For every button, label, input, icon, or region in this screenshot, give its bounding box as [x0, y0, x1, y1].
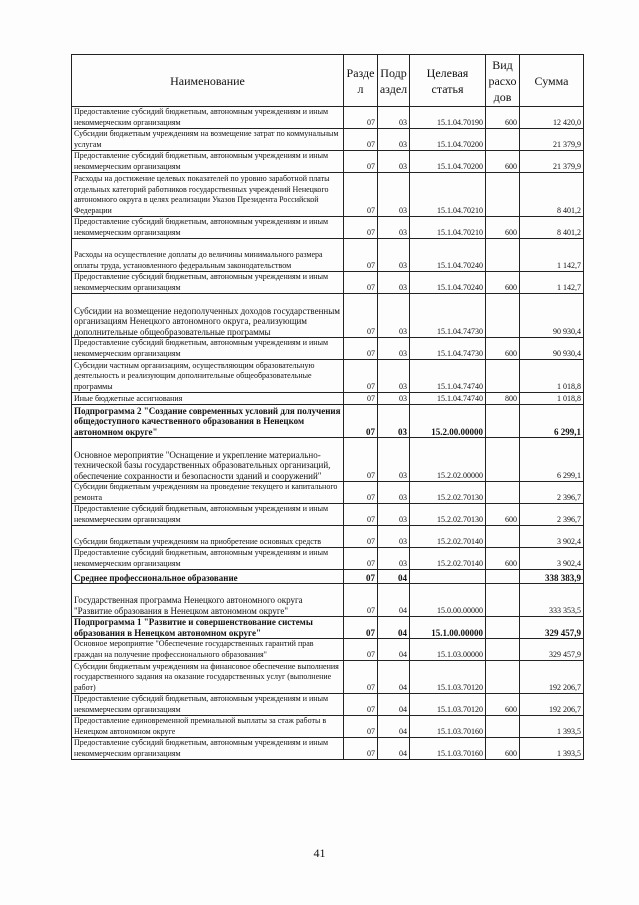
- row-sum: 329 457,9: [520, 639, 584, 661]
- table-row: [72, 338, 584, 360]
- header-section: Разде л: [344, 55, 378, 107]
- row-kind: [486, 239, 520, 272]
- row-name: Субсидии на возмещение недополученных доходов государственным организациям Ненецкого автономного округа, реализующим дополнительные общеобразовательные программы: [72, 294, 344, 338]
- row-section: 07: [344, 217, 378, 239]
- row-name: Предоставление субсидий бюджетным, автономным учреждениям и иным некоммерческим организациям: [72, 548, 344, 570]
- row-sum: 1 018,8: [520, 393, 584, 405]
- row-section: 07: [344, 294, 378, 338]
- row-name: Субсидии бюджетным учреждениям на проведение текущего и капитального ремонта: [72, 482, 344, 504]
- row-section: 07: [344, 526, 378, 548]
- row-target: 15.1.03.00000: [410, 639, 486, 661]
- row-kind: [486, 438, 520, 482]
- row-sum: 3 902,4: [520, 548, 584, 570]
- row-name: Предоставление субсидий бюджетным, автономным учреждениям и иным некоммерческим организациям: [72, 694, 344, 716]
- row-kind: 600: [486, 272, 520, 294]
- table-row: [72, 526, 584, 548]
- row-section: 07: [344, 570, 378, 584]
- row-subsection: 03: [378, 526, 410, 548]
- row-target: 15.1.04.70210: [410, 217, 486, 239]
- row-section: 07: [344, 173, 378, 217]
- table-row: [72, 405, 584, 438]
- row-target: 15.2.02.70130: [410, 482, 486, 504]
- row-target: 15.2.02.00000: [410, 438, 486, 482]
- row-kind: [486, 570, 520, 584]
- table-row: [72, 294, 584, 338]
- row-sum: 3 902,4: [520, 526, 584, 548]
- row-sum: 192 206,7: [520, 694, 584, 716]
- row-section: 07: [344, 107, 378, 129]
- row-subsection: 04: [378, 716, 410, 738]
- row-section: 07: [344, 716, 378, 738]
- row-target: 15.1.03.70120: [410, 694, 486, 716]
- row-name: Предоставление субсидий бюджетным, автономным учреждениям и иным некоммерческим организациям: [72, 738, 344, 760]
- row-target: 15.1.04.70200: [410, 151, 486, 173]
- row-subsection: 03: [378, 504, 410, 526]
- row-kind: 600: [486, 338, 520, 360]
- table-row: [72, 639, 584, 661]
- row-target: 15.1.04.70200: [410, 129, 486, 151]
- table-row: [72, 570, 584, 584]
- row-subsection: 04: [378, 617, 410, 639]
- row-kind: 600: [486, 151, 520, 173]
- row-name: Расходы на осуществление доплаты до величины минимального размера оплаты труда, установленного федеральным законодательством: [72, 239, 344, 272]
- row-subsection: 03: [378, 129, 410, 151]
- table-header-row: [72, 55, 584, 107]
- table-row: [72, 694, 584, 716]
- row-sum: 90 930,4: [520, 294, 584, 338]
- header-kind: Вид расхо дов: [486, 55, 520, 107]
- row-section: 07: [344, 694, 378, 716]
- row-kind: [486, 526, 520, 548]
- row-section: 07: [344, 639, 378, 661]
- row-name: Предоставление единовременной премиальной выплаты за стаж работы в Ненецком автономном округе: [72, 716, 344, 738]
- row-target: 15.1.04.70240: [410, 272, 486, 294]
- row-subsection: 03: [378, 338, 410, 360]
- row-sum: 21 379,9: [520, 129, 584, 151]
- row-subsection: 04: [378, 738, 410, 760]
- row-sum: 333 353,5: [520, 584, 584, 617]
- row-sum: 8 401,2: [520, 173, 584, 217]
- row-sum: 6 299,1: [520, 405, 584, 438]
- table-row: [72, 393, 584, 405]
- row-section: 07: [344, 617, 378, 639]
- row-kind: [486, 639, 520, 661]
- row-target: 15.1.04.70210: [410, 173, 486, 217]
- row-target: 15.2.02.70140: [410, 526, 486, 548]
- header-subsection: Подр аздел: [378, 55, 410, 107]
- table-row: [72, 661, 584, 694]
- table-row: [72, 129, 584, 151]
- table-row: [72, 272, 584, 294]
- row-sum: 1 393,5: [520, 716, 584, 738]
- row-target: 15.1.04.74740: [410, 360, 486, 393]
- row-sum: 1 142,7: [520, 239, 584, 272]
- row-section: 07: [344, 405, 378, 438]
- row-name: Иные бюджетные ассигнования: [72, 393, 344, 405]
- page-number: 41: [313, 846, 326, 860]
- row-section: 07: [344, 661, 378, 694]
- row-subsection: 03: [378, 294, 410, 338]
- row-name: Подпрограмма 2 "Создание современных условий для получения общедоступного качественного образования в Ненецком автономном округе": [72, 405, 344, 438]
- row-kind: [486, 294, 520, 338]
- row-kind: [486, 129, 520, 151]
- row-section: 07: [344, 393, 378, 405]
- row-subsection: 03: [378, 405, 410, 438]
- row-sum: 8 401,2: [520, 217, 584, 239]
- row-section: 07: [344, 504, 378, 526]
- row-kind: 600: [486, 548, 520, 570]
- row-target: 15.0.00.00000: [410, 584, 486, 617]
- table-row: [72, 738, 584, 760]
- row-sum: 1 018,8: [520, 360, 584, 393]
- row-name: Государственная программа Ненецкого автономного округа "Развитие образования в Ненецком автономном округе": [72, 584, 344, 617]
- table-row: [72, 617, 584, 639]
- row-sum: 2 396,7: [520, 504, 584, 526]
- row-target: 15.2.02.70130: [410, 504, 486, 526]
- table-row: [72, 482, 584, 504]
- table-row: [72, 217, 584, 239]
- row-name: Предоставление субсидий бюджетным, автономным учреждениям и иным некоммерческим организациям: [72, 151, 344, 173]
- row-section: 07: [344, 151, 378, 173]
- table-body: [72, 107, 584, 760]
- row-section: 07: [344, 239, 378, 272]
- row-name: Предоставление субсидий бюджетным, автономным учреждениям и иным некоммерческим организациям: [72, 338, 344, 360]
- row-name: Субсидии бюджетным учреждениям на финансовое обеспечение выполнения государственного задания на оказание государственных услуг (выполнение работ): [72, 661, 344, 694]
- header-target: Целевая статья: [410, 55, 486, 107]
- header-sum: Сумма: [520, 55, 584, 107]
- row-subsection: 03: [378, 360, 410, 393]
- row-section: 07: [344, 438, 378, 482]
- row-target: 15.2.00.00000: [410, 405, 486, 438]
- row-section: 07: [344, 272, 378, 294]
- row-subsection: 03: [378, 393, 410, 405]
- row-kind: [486, 661, 520, 694]
- row-subsection: 03: [378, 438, 410, 482]
- row-name: Предоставление субсидий бюджетным, автономным учреждениям и иным некоммерческим организациям: [72, 107, 344, 129]
- table-row: [72, 173, 584, 217]
- row-subsection: 04: [378, 584, 410, 617]
- row-name: Предоставление субсидий бюджетным, автономным учреждениям и иным некоммерческим организациям: [72, 504, 344, 526]
- row-section: 07: [344, 548, 378, 570]
- row-name: Субсидии бюджетным учреждениям на приобретение основных средств: [72, 526, 344, 548]
- row-section: 07: [344, 584, 378, 617]
- row-subsection: 04: [378, 694, 410, 716]
- row-subsection: 03: [378, 482, 410, 504]
- row-name: Предоставление субсидий бюджетным, автономным учреждениям и иным некоммерческим организациям: [72, 272, 344, 294]
- row-target: 15.1.04.70190: [410, 107, 486, 129]
- row-sum: 192 206,7: [520, 661, 584, 694]
- row-kind: 600: [486, 217, 520, 239]
- table-row: [72, 151, 584, 173]
- row-sum: 2 396,7: [520, 482, 584, 504]
- row-subsection: 03: [378, 272, 410, 294]
- row-subsection: 03: [378, 151, 410, 173]
- row-section: 07: [344, 338, 378, 360]
- row-name: Основное мероприятие "Оснащение и укрепление материально-технической базы государственных образовательных организаций, обеспечение сохранности и безопасности зданий и сооружений": [72, 438, 344, 482]
- row-kind: [486, 360, 520, 393]
- row-target: 15.1.03.70160: [410, 738, 486, 760]
- table-row: [72, 548, 584, 570]
- row-section: 07: [344, 738, 378, 760]
- row-name: Предоставление субсидий бюджетным, автономным учреждениям и иным некоммерческим организациям: [72, 217, 344, 239]
- header-name: Наименование: [72, 55, 344, 107]
- table-row: [72, 360, 584, 393]
- row-sum: 21 379,9: [520, 151, 584, 173]
- row-kind: 600: [486, 694, 520, 716]
- row-name: Среднее профессиональное образование: [72, 570, 344, 584]
- row-subsection: 03: [378, 217, 410, 239]
- row-kind: 600: [486, 107, 520, 129]
- row-kind: 800: [486, 393, 520, 405]
- row-target: 15.1.04.74730: [410, 294, 486, 338]
- row-kind: [486, 617, 520, 639]
- row-section: 07: [344, 360, 378, 393]
- row-subsection: 04: [378, 639, 410, 661]
- table-row: [72, 584, 584, 617]
- row-name: Основное мероприятие "Обеспечение государственных гарантий прав граждан на получение профессионального образования": [72, 639, 344, 661]
- row-kind: 600: [486, 738, 520, 760]
- row-target: 15.1.03.70120: [410, 661, 486, 694]
- row-subsection: 04: [378, 661, 410, 694]
- row-name: Субсидии бюджетным учреждениям на возмещение затрат по коммунальным услугам: [72, 129, 344, 151]
- row-subsection: 03: [378, 173, 410, 217]
- table-row: [72, 239, 584, 272]
- row-sum: 338 383,9: [520, 570, 584, 584]
- table-row: [72, 716, 584, 738]
- row-section: 07: [344, 482, 378, 504]
- row-subsection: 03: [378, 239, 410, 272]
- row-kind: [486, 716, 520, 738]
- row-kind: [486, 173, 520, 217]
- row-subsection: 03: [378, 548, 410, 570]
- row-target: 15.1.04.70240: [410, 239, 486, 272]
- row-kind: [486, 482, 520, 504]
- row-name: Субсидии частным организациям, осуществляющим образовательную деятельность и реализующим дополнительные общеобразовательные программы: [72, 360, 344, 393]
- row-target: 15.1.04.74740: [410, 393, 486, 405]
- row-target: 15.1.00.00000: [410, 617, 486, 639]
- row-target: [410, 570, 486, 584]
- row-sum: 90 930,4: [520, 338, 584, 360]
- row-name: Подпрограмма 1 "Развитие и совершенствование системы образования в Ненецком автономном округе": [72, 617, 344, 639]
- row-name: Расходы на достижение целевых показателей по уровню заработной платы отдельных категорий работников государственных учреждений Ненецкого автономного округа в целях реализации Указов Президента Российской Федерации: [72, 173, 344, 217]
- row-section: 07: [344, 129, 378, 151]
- table-row: [72, 504, 584, 526]
- row-target: 15.2.02.70140: [410, 548, 486, 570]
- row-sum: 329 457,9: [520, 617, 584, 639]
- row-kind: 600: [486, 504, 520, 526]
- row-target: 15.1.03.70160: [410, 716, 486, 738]
- row-kind: [486, 584, 520, 617]
- table-row: [72, 438, 584, 482]
- row-subsection: 03: [378, 107, 410, 129]
- row-sum: 1 393,5: [520, 738, 584, 760]
- table-row: [72, 107, 584, 129]
- row-target: 15.1.04.74730: [410, 338, 486, 360]
- row-sum: 12 420,0: [520, 107, 584, 129]
- row-sum: 6 299,1: [520, 438, 584, 482]
- row-subsection: 04: [378, 570, 410, 584]
- row-sum: 1 142,7: [520, 272, 584, 294]
- row-kind: [486, 405, 520, 438]
- budget-table: [71, 54, 584, 760]
